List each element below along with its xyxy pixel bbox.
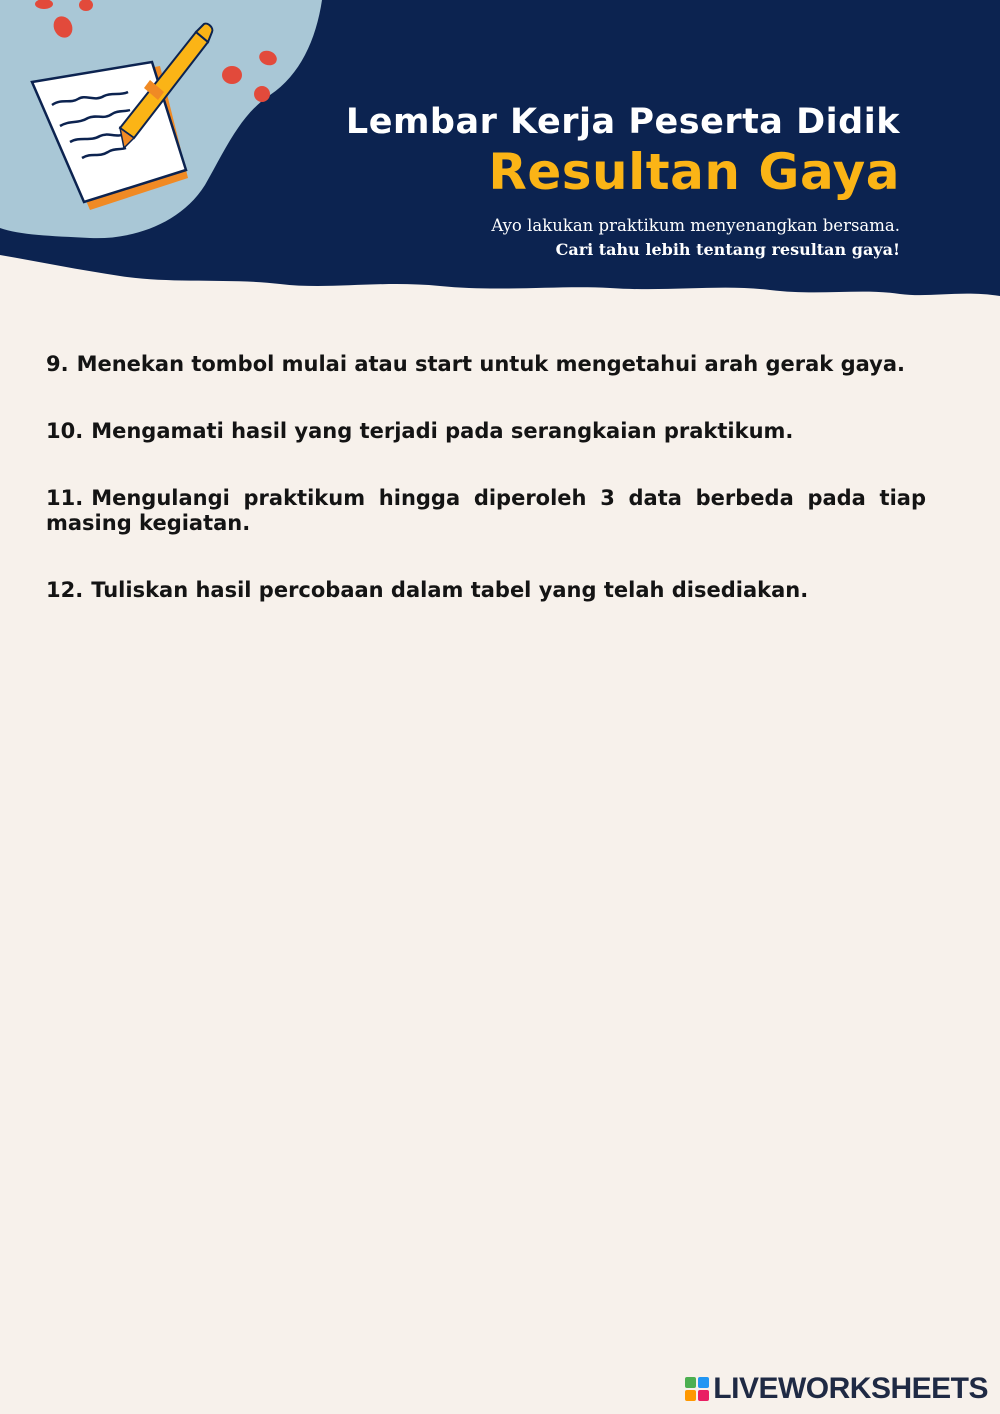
step-text: Mengamati hasil yang terjadi pada serangkaian praktikum.: [91, 419, 794, 443]
step-text: Tuliskan hasil percobaan dalam tabel yang telah disediakan.: [91, 578, 809, 602]
instruction-step: [46, 486, 926, 536]
liveworksheets-logo[interactable]: [685, 1372, 988, 1406]
header-title-block: [346, 100, 900, 262]
worksheet-title: Lembar Kerja Peserta Didik: [345, 102, 900, 142]
step-number: 10.: [46, 419, 84, 443]
tagline: Ayo lakukan praktikum menyenangkan bersama.: [491, 216, 900, 235]
instruction-list: [46, 352, 926, 645]
instruction-step: [46, 578, 926, 603]
instruction-step: [46, 352, 926, 377]
liveworksheets-logo-icon: [685, 1377, 709, 1401]
step-number: 12.: [46, 578, 84, 602]
step-text: Menekan tombol mulai atau start untuk mengetahui arah gerak gaya.: [76, 352, 905, 376]
topic-title: Resultan Gaya: [488, 143, 900, 201]
liveworksheets-brand-text: LIVEWORKSHEETS: [713, 1372, 988, 1405]
step-text: Mengulangi praktikum hingga diperoleh 3 data berbeda pada tiap masing kegiatan.: [46, 486, 926, 535]
instruction-step: [46, 419, 926, 444]
tagline-bold: Cari tahu lebih tentang resultan gaya!: [555, 240, 900, 259]
step-number: 11.: [46, 486, 84, 510]
step-number: 9.: [46, 352, 69, 376]
